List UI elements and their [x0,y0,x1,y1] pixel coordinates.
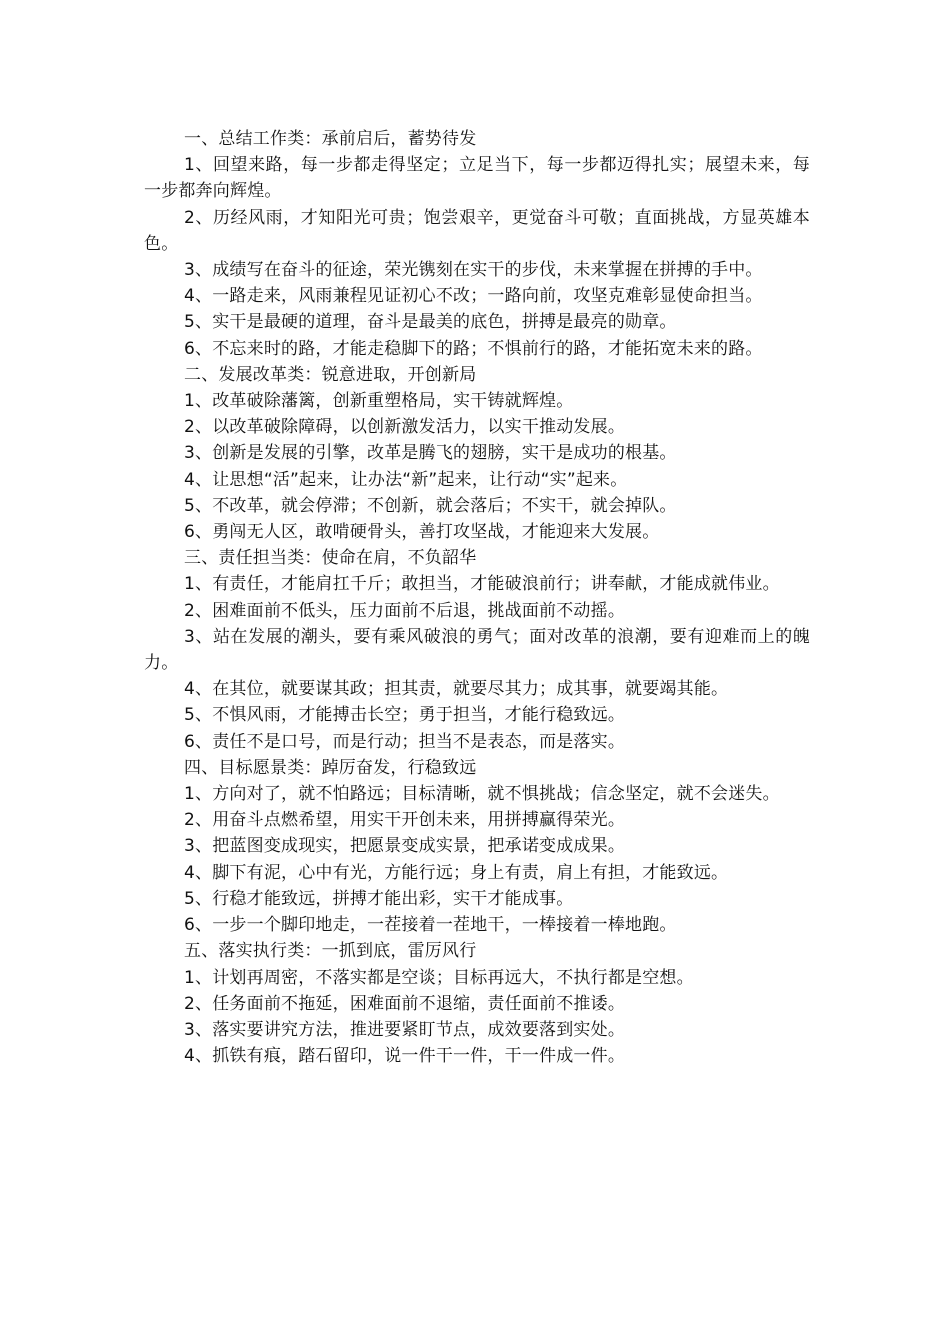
list-item: 5、不改革，就会停滞；不创新，就会落后；不实干，就会掉队。 [184,495,677,516]
list-item: 2、以改革破除障碍，以创新激发活力，以实干推动发展。 [184,417,626,438]
list-item: 5、行稳才能致远，拼搏才能出彩，实干才能成事。 [184,888,574,909]
list-item: 4、抓铁有痕，踏石留印，说一件干一件，干一件成一件。 [184,1046,626,1067]
list-item: 3、成绩写在奋斗的征途，荣光镌刻在实干的步伐，未来掌握在拼搏的手中。 [184,260,763,281]
list-item: 2、任务面前不拖延，困难面前不退缩，责任面前不推诿。 [184,993,626,1014]
list-item: 4、脚下有泥，心中有光，方能行远；身上有责，肩上有担，才能致远。 [184,862,729,883]
list-item: 4、在其位，就要谋其政；担其责，就要尽其力；成其事，就要竭其能。 [184,679,729,700]
list-item: 4、一路走来，风雨兼程见证初心不改；一路向前，攻坚克难彰显使命担当。 [184,286,763,307]
section-heading: 二、发展改革类：锐意进取，开创新局 [184,364,477,385]
list-item: 4、让思想“活”起来，让办法“新”起来，让行动“实”起来。 [184,469,628,490]
section-heading: 三、责任担当类：使命在肩，不负韶华 [184,548,477,569]
document-body [144,126,810,1069]
list-item: 1、回望来路，每一步都走得坚定；立足当下，每一步都迈得扎实；展望未来，每一步都奔向辉煌。 [144,155,810,202]
list-item: 2、困难面前不低头，压力面前不后退，挑战面前不动摇。 [184,600,626,621]
list-item: 1、计划再周密，不落实都是空谈；目标再远大，不执行都是空想。 [184,967,694,988]
list-item: 6、一步一个脚印地走，一茬接着一茬地干，一棒接着一棒地跑。 [184,915,677,936]
list-item: 2、历经风雨，才知阳光可贵；饱尝艰辛，更觉奋斗可敬；直面挑战，方显英雄本色。 [144,207,810,254]
list-item: 6、不忘来时的路，才能走稳脚下的路；不惧前行的路，才能拓宽未来的路。 [184,338,763,359]
section-heading: 一、总结工作类：承前启后，蓄势待发 [184,129,477,149]
section-heading: 五、落实执行类：一抓到底，雷厉风行 [184,941,477,962]
list-item: 1、改革破除藩篱，创新重塑格局，实干铸就辉煌。 [184,391,574,412]
list-item: 6、责任不是口号，而是行动；担当不是表态，而是落实。 [184,731,626,752]
list-item: 3、落实要讲究方法，推进要紧盯节点，成效要落到实处。 [184,1019,626,1040]
section-heading: 四、目标愿景类：踔厉奋发，行稳致远 [184,757,477,778]
list-item: 1、有责任，才能肩扛千斤；敢担当，才能破浪前行；讲奉献，才能成就伟业。 [184,574,780,595]
list-item: 6、勇闯无人区，敢啃硬骨头，善打攻坚战，才能迎来大发展。 [184,522,660,543]
list-item: 5、实干是最硬的道理，奋斗是最美的底色，拼搏是最亮的勋章。 [184,312,677,333]
list-item: 2、用奋斗点燃希望，用实干开创未来，用拼搏赢得荣光。 [184,810,626,831]
list-item: 3、站在发展的潮头，要有乘风破浪的勇气；面对改革的浪潮，要有迎难而上的魄力。 [144,626,810,674]
list-item: 3、把蓝图变成现实，把愿景变成实景，把承诺变成成果。 [184,836,626,857]
list-item: 3、创新是发展的引擎，改革是腾飞的翅膀，实干是成功的根基。 [184,443,677,464]
list-item: 5、不惧风雨，才能搏击长空；勇于担当，才能行稳致远。 [184,705,626,726]
list-item: 1、方向对了，就不怕路远；目标清晰，就不惧挑战；信念坚定，就不会迷失。 [184,784,780,805]
